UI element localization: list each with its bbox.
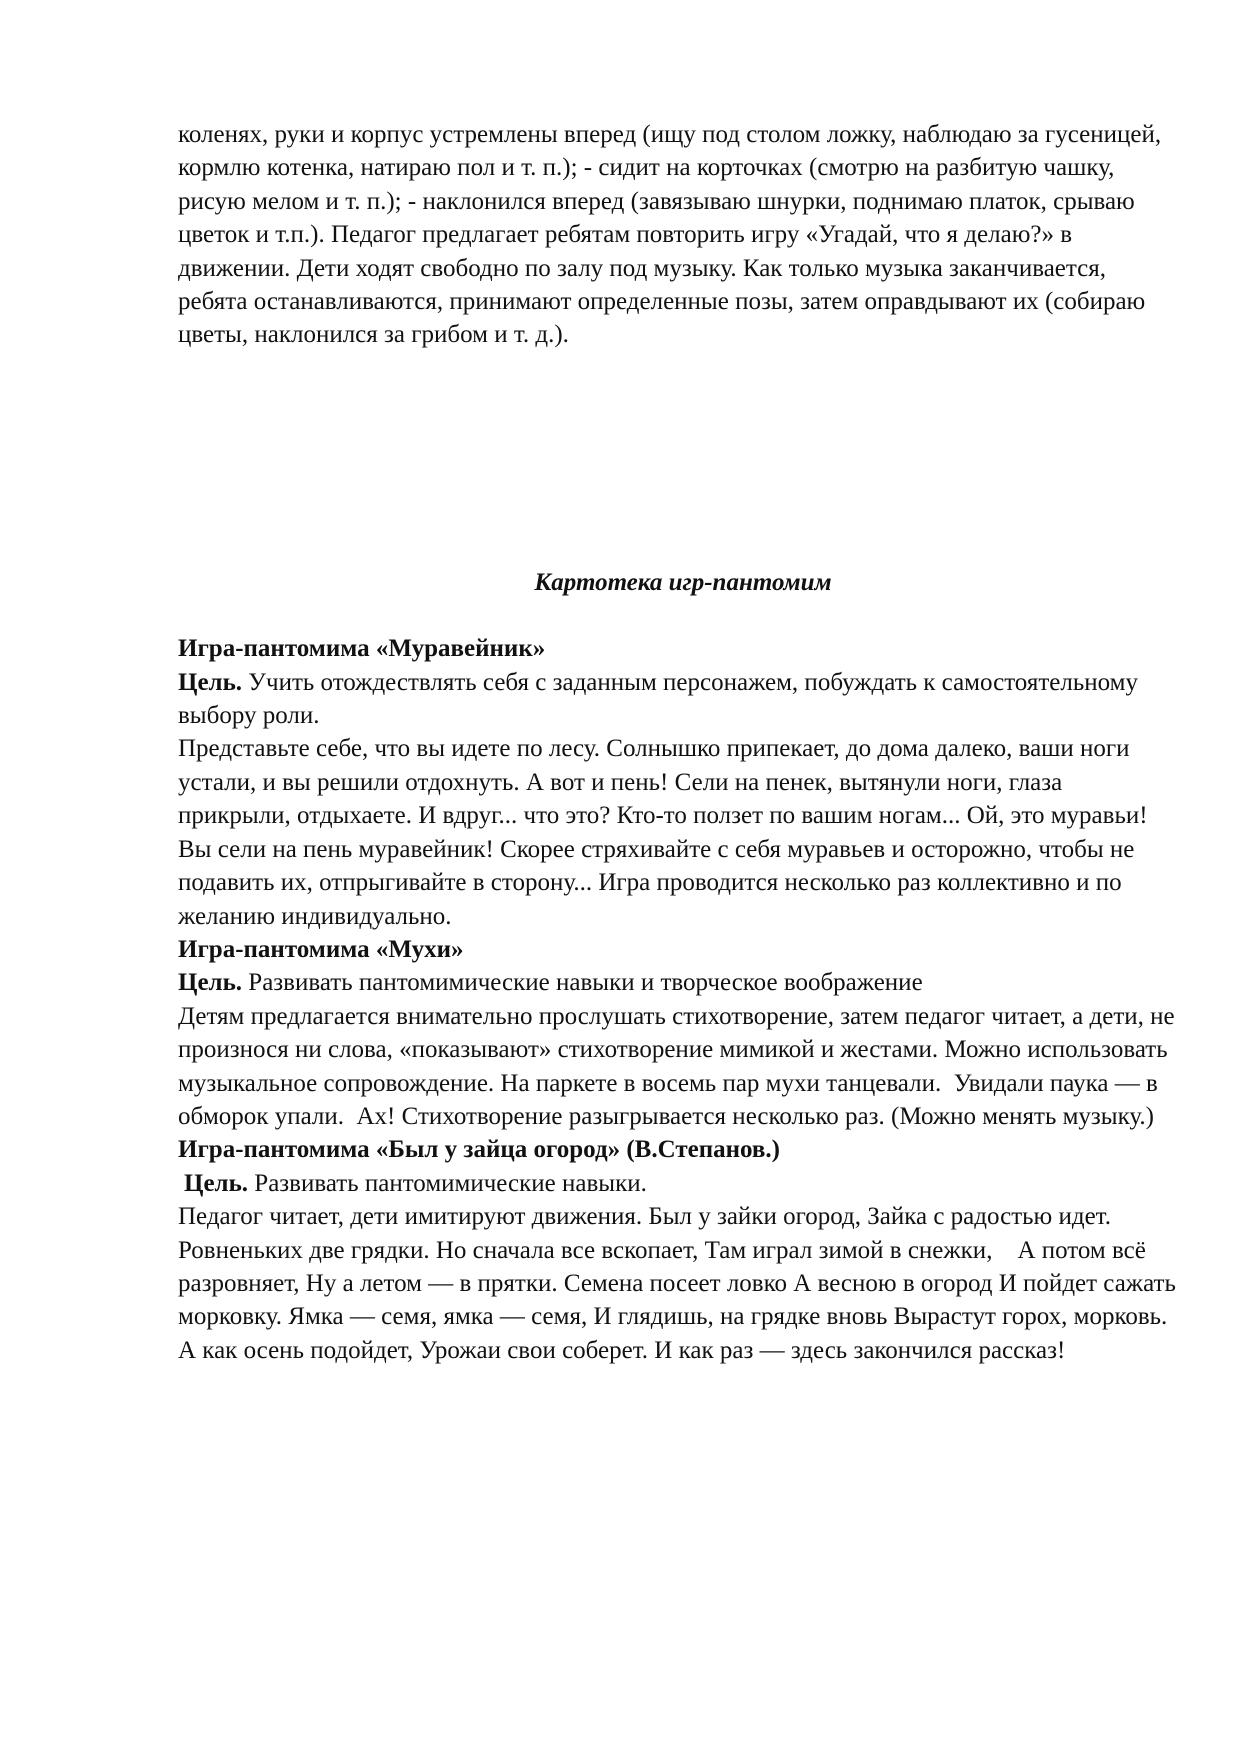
- document-page: [178, 118, 1183, 1367]
- goal-label: Цель.: [178, 969, 243, 997]
- game-body: Представьте себе, что вы идете по лесу. Солнышко припекает, до дома далеко, ваши ноги устали, и вы решили отдохнуть. А вот и пень! Сели на пенек, вытянули ноги, глаза прикрыли, отдыхаете. И вдруг... что это? Кто-то ползет по вашим ногам... Ой, это муравьи! Вы сели на пень муравейник! Скорее стряхивайте с себя муравьев и осторожно, чтобы не подавить их, отпрыгивайте в сторону... Игра проводится несколько раз коллективно и по желанию индивидуально.: [178, 735, 1154, 930]
- game-body: Педагог читает, дети имитируют движения. Был у зайки огород, Зайка с радостью идет. Ровненьких две грядки. Но сначала все вскопает, Там играл зимой в снежки, А потом всё разровняет, Ну а летом — в прятки. Семена посеет ловко А весною в огород И пойдет сажать морковку. Ямка — семя, ямка — семя, И глядишь, на грядке вновь Вырастут горох, морковь. А как осень подойдет, Урожаи свои соберет. И как раз — здесь закончился рассказ!: [178, 1203, 1183, 1364]
- game-zayats-ogorod: [178, 1133, 1183, 1367]
- goal-label: Цель.: [184, 1169, 249, 1197]
- game-title: Игра-пантомима «Мухи»: [178, 935, 464, 963]
- game-muraveynik: [178, 632, 1178, 933]
- game-goal: [178, 666, 1178, 733]
- game-mukhi: [178, 933, 1181, 1133]
- goal-text: Учить отождествлять себя с заданным персонажем, побуждать к самостоятельному выбору роли.: [178, 668, 1145, 730]
- game-goal: [178, 1167, 1178, 1200]
- spacer: [178, 352, 1178, 566]
- goal-text: Развивать пантомимические навыки и творческое воображение: [242, 969, 923, 997]
- game-goal: [178, 966, 1178, 999]
- game-title: Игра-пантомима «Был у зайца огород» (В.Степанов.): [178, 1136, 780, 1164]
- section-heading: Картотека игр-пантомим: [534, 568, 832, 596]
- game-body: Детям предлагается внимательно прослушать стихотворение, затем педагог читает, а дети, не произнося ни слова, «показывают» стихотворение мимикой и жестами. Можно использовать музыкальное сопровождение. На паркете в восемь пар мухи танцевали. Увидали паука — в обморок упали. Ах! Стихотворение разыгрывается несколько раз. (Можно менять музыку.): [178, 1002, 1181, 1130]
- game-title: Игра-пантомима «Муравейник»: [178, 635, 546, 663]
- intro-paragraph: коленях, руки и корпус устремлены вперед (ищу под столом ложку, наблюдаю за гусеницей, кормлю котенка, натираю пол и т. п.); - сидит на корточках (смотрю на разбитую чашку, рисую мелом и т. п.); - наклонился вперед (завязываю шнурки, поднимаю платок, срываю цветок и т.п.). Педагог предлагает ребятам повторить игру «Угадай, что я делаю?» в движении. Дети ходят свободно по залу под музыку. Как только музыка заканчивается, ребята останавливаются, принимают определенные позы, затем оправдывают их (собираю цветы, наклонился за грибом и т. д.).: [178, 121, 1168, 349]
- goal-text: Развивать пантомимические навыки.: [248, 1169, 647, 1197]
- goal-label: Цель.: [178, 668, 243, 696]
